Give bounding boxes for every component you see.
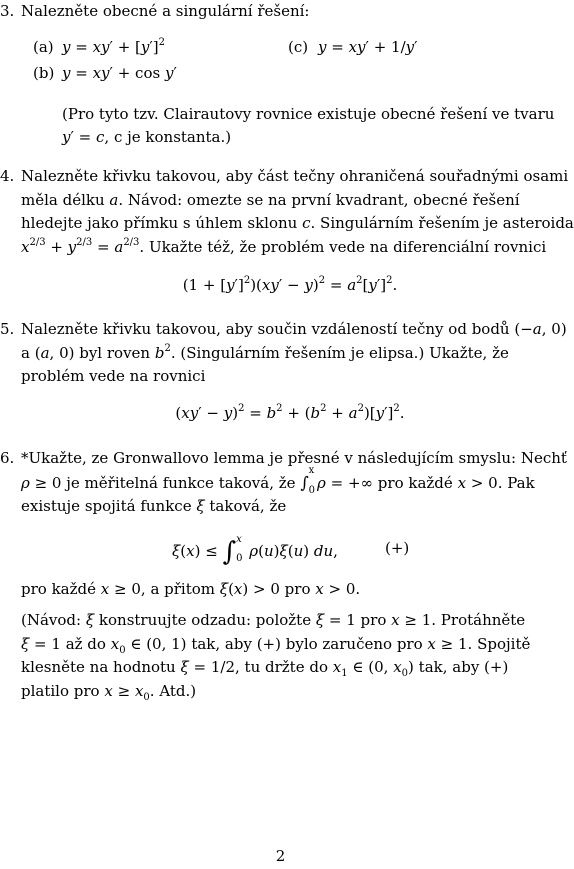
ex3-a-label: (a) xyxy=(33,38,54,56)
ex3-c-equation: y = xy′ + 1/y′ xyxy=(318,38,418,56)
ex6-inequality: ξ(x) ≤ ∫$^x$ $_0$ ρ(u)ξ(u) du, xyxy=(172,533,338,567)
exercise-5-text: Nalezněte křivku takovou, aby součin vzdáleností tečny od bodů (−a, 0) a (a, 0) byl roven $b^2$. (Singulárním řešením je elipsa.) Ukažte, že problém vede na rovnici xyxy=(21,320,567,385)
ex5-equation: $(xy' - y)^2 = b^2 + (b^2 + a^2)[y']^2$. xyxy=(175,403,405,422)
ex3-note-line1: (Pro tyto tzv. Clairautovy rovnice existuje obecné řešení ve tvaru xyxy=(62,105,555,123)
ex6-tag: (+) xyxy=(385,539,410,557)
exercise-5-number: 5. xyxy=(0,320,15,338)
ex3-note-line2: y′ = c, c je konstanta.) xyxy=(62,128,232,146)
exercise-3-number: 3. xyxy=(0,2,15,20)
exercise-6-text: *Ukažte, ze Gronwallovo lemma je přesné v následujícím smyslu: Nechť ρ ≥ 0 je měřitelná funkce taková, že ∫$^x$ $_0$ ρ = +∞ pro každé x > 0. Pak existuje spojitá funkce ξ taková, že xyxy=(21,449,567,515)
ex6-hint: (Návod: ξ konstruujte odzadu: položte ξ = 1 pro x ≥ 1. Protáhněte ξ = 1 až do $x_0$ ∈ (0, 1) tak, aby (+) bylo zaručeno pro x ≥ 1. Spojitě klesněte na hodnotu ξ = 1/2, tu držte do $x_1$ ∈ (0, $x_0$) tak, aby (+) platilo pro $x \ge x_0$. Atd.) xyxy=(21,611,531,703)
ex3-a-equation: $y = xy' + [y']^2$ xyxy=(62,37,166,56)
ex3-b-label: (b) xyxy=(33,64,55,82)
exercise-4-number: 4. xyxy=(0,167,15,185)
exercise-3-intro: Nalezněte obecné a singulární řešení: xyxy=(21,2,310,20)
ex3-b-equation: y = xy′ + cos y′ xyxy=(62,64,177,82)
ex4-equation: $(1 + [y']^2)(xy' - y)^2 = a^2[y']^2$. xyxy=(182,275,398,294)
ex6-after-text: pro každé x ≥ 0, a přitom ξ(x) > 0 pro x > 0. xyxy=(21,580,361,598)
ex3-c-label: (c) xyxy=(288,38,309,56)
exercise-4-text: Nalezněte křivku takovou, aby část tečny ohraničená souřadnými osami měla délku a. Návod: omezte se na první kvadrant, obecné řešení hledejte jako přímku s úhlem sklonu c. Singulárním řešením je asteroida $x^{2/3} + y^{2/3} = a^{2/3}$. Ukažte též, že problém vede na diferenciální rovnici xyxy=(21,167,574,256)
page-number: 2 xyxy=(275,847,286,865)
exercise-6-number: 6. xyxy=(0,449,15,467)
